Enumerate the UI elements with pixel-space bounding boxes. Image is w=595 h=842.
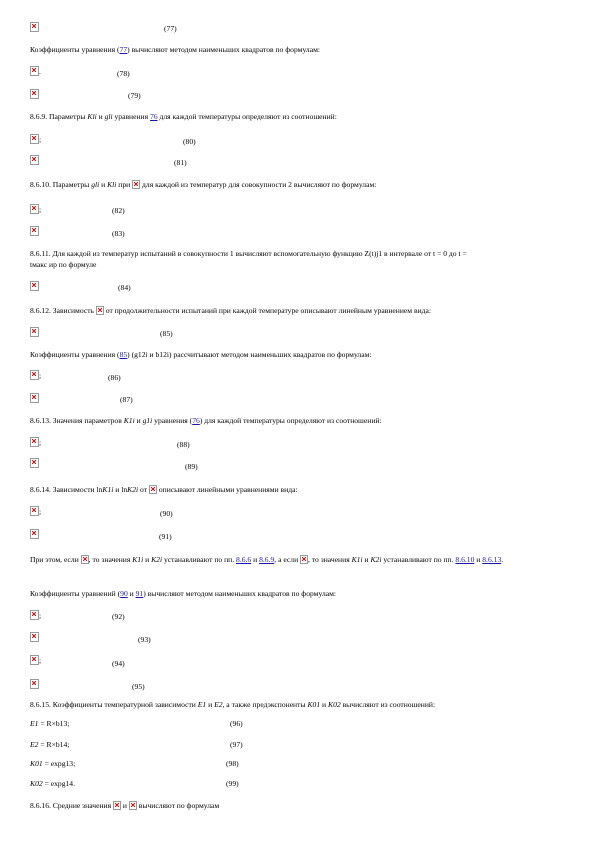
text: и: [127, 589, 136, 598]
variable: K01: [307, 700, 321, 709]
text: устанавливают по пп.: [381, 555, 456, 564]
variable: K1i: [351, 555, 363, 564]
paragraph-coefficients-90-91: [30, 589, 336, 599]
text: , то значения: [308, 555, 352, 564]
text: и: [251, 555, 260, 564]
formula-86-row: ;: [30, 370, 41, 381]
equation-number: (89): [185, 462, 198, 471]
variable: K1i: [102, 485, 114, 494]
link-eq-85[interactable]: 85: [119, 350, 128, 359]
paragraph-8-6-10: [30, 180, 376, 190]
equation-number: (91): [159, 532, 172, 541]
formula-94-row: ;: [30, 655, 41, 666]
text: 8.6.9. Параметры: [30, 112, 88, 121]
formula-87-row: [30, 393, 39, 404]
text: описывают линейными уравнениями вида:: [156, 485, 298, 494]
text: и: [134, 416, 143, 425]
link-section-8-6-9[interactable]: 8.6.9: [259, 555, 275, 564]
broken-image-icon: [30, 632, 39, 642]
formula-84-row: [30, 281, 39, 292]
text: 8.6.16. Средние значения: [30, 801, 114, 810]
formula-text: = expg14.: [42, 779, 76, 788]
text: вычисляют по формулам: [136, 801, 220, 810]
paragraph-8-6-16: [30, 801, 219, 811]
paragraph-8-6-9: [30, 112, 337, 122]
broken-image-icon: [96, 306, 104, 315]
formula-89-row: [30, 458, 39, 469]
broken-image-icon: [30, 458, 39, 468]
text: 8.6.14. Зависимости ln: [30, 485, 103, 494]
equation-number: (96): [230, 719, 243, 728]
formula-77-row: [30, 22, 39, 33]
text: 8.6.15. Коэффициенты температурной зависимости: [30, 700, 198, 709]
equation-number: (77): [164, 24, 177, 33]
equation-number: (90): [160, 509, 173, 518]
text: и: [362, 555, 371, 564]
variable: K02: [30, 779, 43, 788]
broken-image-icon: [300, 555, 308, 564]
text: ) (g12i и b12i) рассчитывают методом наименьших квадратов по формулам:: [127, 350, 372, 359]
equation-number: (92): [112, 612, 125, 621]
text: при: [116, 180, 133, 189]
broken-image-icon: [132, 180, 140, 189]
formula-83-row: [30, 226, 39, 237]
variable: K1i: [132, 555, 144, 564]
text: вычисляют из соотношений:: [340, 700, 436, 709]
formula-97-row: [30, 740, 69, 750]
text: , а если: [274, 555, 301, 564]
paragraph-coefficients-85: [30, 350, 372, 360]
broken-image-icon: [30, 204, 39, 214]
link-eq-91[interactable]: 91: [135, 589, 144, 598]
equation-number: (88): [177, 440, 190, 449]
text: устанавливают по пп.: [162, 555, 237, 564]
formula-78-row: .: [30, 66, 41, 77]
equation-number: (78): [117, 69, 130, 78]
broken-image-icon: [30, 506, 39, 516]
formula-92-row: ;: [30, 610, 41, 621]
text: и: [320, 700, 328, 709]
broken-image-icon: [113, 801, 121, 810]
formula-99-row: [30, 779, 75, 789]
broken-image-icon: [30, 529, 39, 539]
text: При этом, если: [30, 555, 81, 564]
paragraph-8-6-15: [30, 700, 435, 710]
text: , то значения: [88, 555, 133, 564]
link-eq-77[interactable]: 77: [119, 45, 128, 54]
broken-image-icon: [30, 393, 39, 403]
broken-image-icon: [30, 370, 39, 380]
formula-95-row: [30, 679, 39, 690]
broken-image-icon: [30, 655, 39, 665]
variable: gli: [91, 180, 100, 189]
text: Коэффициенты уравнений (: [30, 589, 121, 598]
equation-number: (82): [112, 206, 125, 215]
text: .: [501, 555, 504, 564]
paragraph-8-6-11-cont: [30, 260, 96, 270]
paragraph-8-6-11: [30, 249, 467, 259]
formula-text: = R×b14;: [38, 740, 70, 749]
variable: E2: [214, 700, 223, 709]
text: и ln: [113, 485, 128, 494]
broken-image-icon: [30, 226, 39, 236]
text: Коэффициенты уравнения (: [30, 45, 120, 54]
equation-number: (84): [118, 283, 131, 292]
variable: E2: [30, 740, 39, 749]
variable: K01: [30, 759, 43, 768]
equation-number: (94): [112, 659, 125, 668]
broken-image-icon: [30, 89, 39, 99]
text: от: [138, 485, 149, 494]
formula-96-row: [30, 719, 69, 729]
variable: Kli: [87, 112, 97, 121]
equation-number: (97): [230, 740, 243, 749]
formula-90-row: ;: [30, 506, 41, 517]
link-section-8-6-13[interactable]: 8.6.13: [482, 555, 502, 564]
variable: Kli: [107, 180, 117, 189]
formula-93-row: [30, 632, 39, 643]
text: и: [143, 555, 152, 564]
paragraph-8-6-14: [30, 485, 298, 495]
paragraph-conditions: [30, 554, 566, 565]
equation-number: (79): [128, 91, 141, 100]
text: и: [476, 555, 483, 564]
formula-81-row: [30, 155, 39, 166]
equation-number: (85): [160, 329, 173, 338]
text: Коэффициенты уравнения (: [30, 350, 120, 359]
link-section-8-6-10[interactable]: 8.6.10: [455, 555, 475, 564]
text: 8.6.13. Значения параметров: [30, 416, 124, 425]
text: ) для каждой температуры определяют из соотношений:: [199, 416, 382, 425]
variable: gli: [104, 112, 113, 121]
text: и: [99, 180, 108, 189]
variable: K2i: [370, 555, 382, 564]
formula-text: = R×b13;: [38, 719, 70, 728]
text: 8.6.12. Зависимость: [30, 306, 96, 315]
formula-98-row: [30, 759, 75, 769]
text: ) вычисляют методом наименьших квадратов по формулам:: [143, 589, 337, 598]
text: и: [121, 801, 129, 810]
text: уравнения: [112, 112, 151, 121]
broken-image-icon: [30, 327, 39, 337]
text: 8.6.10. Параметры: [30, 180, 92, 189]
variable: K2i: [127, 485, 139, 494]
broken-image-icon: [30, 610, 39, 620]
variable: g1i: [142, 416, 153, 425]
equation-number: (95): [132, 682, 145, 691]
text: и: [206, 700, 215, 709]
text: от продолжительности испытаний при каждой температуре описывают линейным уравнением вида:: [103, 306, 431, 315]
broken-image-icon: [81, 555, 89, 564]
broken-image-icon: [30, 134, 39, 144]
paragraph-coefficients-77: [30, 45, 320, 55]
variable: K02: [328, 700, 341, 709]
formula-85-row: [30, 327, 39, 338]
equation-number: (83): [112, 229, 125, 238]
broken-image-icon: [30, 281, 39, 291]
link-eq-76[interactable]: 76: [150, 112, 158, 121]
text: ) вычисляют методом наименьших квадратов по формулам:: [127, 45, 320, 54]
formula-88-row: ;: [30, 437, 41, 448]
paragraph-8-6-12: [30, 306, 431, 316]
equation-number: (87): [120, 395, 133, 404]
equation-number: (99): [226, 779, 239, 788]
formula-82-row: ;: [30, 204, 41, 215]
text: tмакс ир по формуле: [30, 260, 97, 269]
equation-number: (80): [183, 137, 196, 146]
equation-number: (86): [108, 373, 121, 382]
formula-79-row: [30, 89, 39, 100]
link-eq-76[interactable]: 76: [192, 416, 200, 425]
link-eq-90[interactable]: 90: [120, 589, 128, 598]
broken-image-icon: [129, 801, 137, 810]
equation-number: (93): [138, 635, 151, 644]
broken-image-icon: [30, 155, 39, 165]
text: уравнения (: [152, 416, 193, 425]
broken-image-icon: [30, 66, 39, 76]
text: и: [96, 112, 105, 121]
equation-number: (98): [226, 759, 239, 768]
text: 8.6.11. Для каждой из температур испытаний в совокупности 1 вычисляют вспомогательную функцию Z(t)j1 в интервале от t = 0 до t =: [30, 249, 467, 258]
formula-91-row: [30, 529, 39, 540]
text: для каждой температуры определяют из соотношений:: [157, 112, 337, 121]
formula-80-row: ;: [30, 134, 41, 145]
broken-image-icon: [149, 485, 157, 494]
link-section-8-6-6[interactable]: 8.6.6: [236, 555, 252, 564]
variable: E1: [197, 700, 207, 709]
variable: K2i: [151, 555, 163, 564]
formula-text: = expg13;: [42, 759, 76, 768]
text: , а также предэкспоненты: [222, 700, 308, 709]
variable: K1i: [123, 416, 135, 425]
broken-image-icon: [30, 679, 39, 689]
equation-number: (81): [174, 158, 187, 167]
text: для каждой из температур для совокупности 2 вычисляют по формулам:: [140, 180, 377, 189]
broken-image-icon: [30, 22, 39, 32]
broken-image-icon: [30, 437, 39, 447]
variable: E1: [30, 719, 39, 728]
paragraph-8-6-13: [30, 416, 382, 426]
